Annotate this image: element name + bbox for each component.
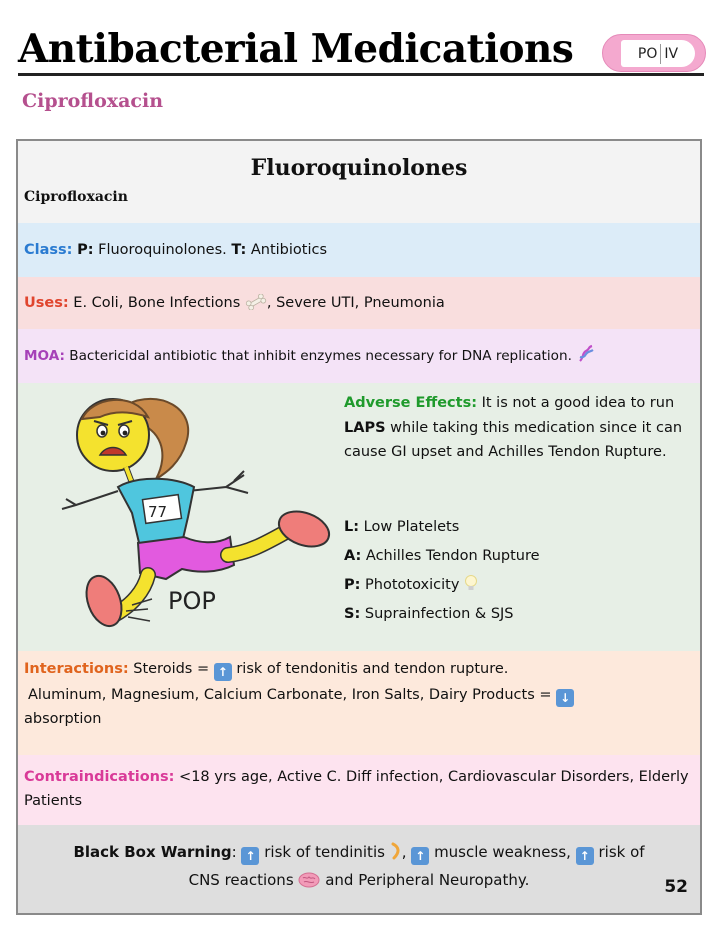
up-arrow-icon: ↑ <box>214 663 232 681</box>
moa-section <box>18 329 700 383</box>
uses-label: Uses: <box>24 295 69 311</box>
tendon-icon <box>390 842 402 860</box>
class-t-label: T: <box>231 242 247 258</box>
black-box-label: Black Box Warning <box>73 843 232 861</box>
adverse-text-1: It is not a good idea to run <box>481 395 675 411</box>
runner-pop-text: POP <box>168 587 216 615</box>
page-number: 52 <box>664 877 688 897</box>
adverse-effects-section <box>18 383 700 651</box>
laps-item: A: Achilles Tendon Rupture <box>344 548 540 564</box>
page-title: Antibacterial Medications <box>18 26 574 72</box>
route-iv: IV <box>664 45 679 62</box>
contraindications-section <box>18 755 700 825</box>
adverse-label: Adverse Effects: <box>344 395 477 411</box>
uses-text-1: E. Coli, Bone Infections <box>73 295 241 311</box>
black-box-warning-section: Black Box Warning: ↑ risk of tendinitis , ↑ muscle weakness, ↑ risk of CNS reactions and Peripheral Neuropathy. 52 <box>18 825 700 915</box>
interactions-line-2: Aluminum, Magnesium, Calcium Carbonate, Iron Salts, Dairy Products = <box>28 687 552 703</box>
up-arrow-icon: ↑ <box>411 847 429 865</box>
black-box-text-3: muscle weakness, <box>434 843 571 861</box>
interactions-line-3: absorption <box>24 711 102 727</box>
up-arrow-icon: ↑ <box>241 847 259 865</box>
runner-illustration <box>48 383 338 647</box>
class-p-label: P: <box>77 242 94 258</box>
class-p-text: Fluoroquinolones. <box>98 242 227 258</box>
black-box-text-4: risk of <box>598 843 645 861</box>
laps-item: S: Suprainfection & SJS <box>344 606 514 622</box>
moa-text: Bactericidal antibiotic that inhibit enzymes necessary for DNA replication. <box>69 348 572 364</box>
black-box-text-1: risk of tendinitis <box>264 843 385 861</box>
contraindications-text: <18 yrs age, Active C. Diff infection, Cardiovascular Disorders, Elderly Patients <box>24 769 689 809</box>
interactions-line-1b: risk of tendonitis and tendon rupture. <box>236 661 509 677</box>
title-underline <box>18 73 704 76</box>
bone-icon <box>245 294 267 310</box>
card-drug-name: Ciprofloxacin <box>24 189 128 205</box>
class-t-text: Antibiotics <box>250 242 328 258</box>
down-arrow-icon: ↓ <box>556 689 574 707</box>
laps-item: L: Low Platelets <box>344 519 460 535</box>
page-header <box>18 22 704 78</box>
black-box-text-5: CNS reactions <box>188 871 294 889</box>
dna-icon <box>576 344 596 364</box>
card-title: Fluoroquinolones <box>250 155 468 181</box>
card-header <box>18 141 700 223</box>
laps-list <box>344 513 698 629</box>
runner-bib-number: 77 <box>148 503 168 521</box>
moa-label: MOA: <box>24 348 65 364</box>
route-divider <box>660 44 661 64</box>
adverse-effects-text <box>344 391 698 465</box>
interactions-section <box>18 651 700 755</box>
brain-icon <box>298 872 320 888</box>
interactions-label: Interactions: <box>24 661 129 677</box>
laps-mnemonic: LAPS <box>344 419 386 436</box>
uses-text-2: , Severe UTI, Pneumonia <box>266 295 445 311</box>
lightbulb-icon <box>464 574 478 592</box>
class-label: Class: <box>24 242 73 258</box>
adverse-text-2: while taking this medication since it can cause GI upset and Achilles Tendon Rupture. <box>344 419 683 460</box>
route-po: PO <box>637 45 658 62</box>
black-box-text-6: and Peripheral Neuropathy. <box>325 871 530 889</box>
laps-item: P: Phototoxicity <box>344 571 698 600</box>
route-badge <box>602 34 706 72</box>
contraindications-label: Contraindications: <box>24 769 175 785</box>
class-section <box>18 223 700 277</box>
uses-section <box>18 277 700 329</box>
drug-subtitle: Ciprofloxacin <box>22 90 164 112</box>
drug-card <box>16 139 702 915</box>
up-arrow-icon: ↑ <box>576 847 594 865</box>
interactions-line-1a: Steroids = <box>133 661 210 677</box>
black-box-text-2: , <box>401 843 407 861</box>
